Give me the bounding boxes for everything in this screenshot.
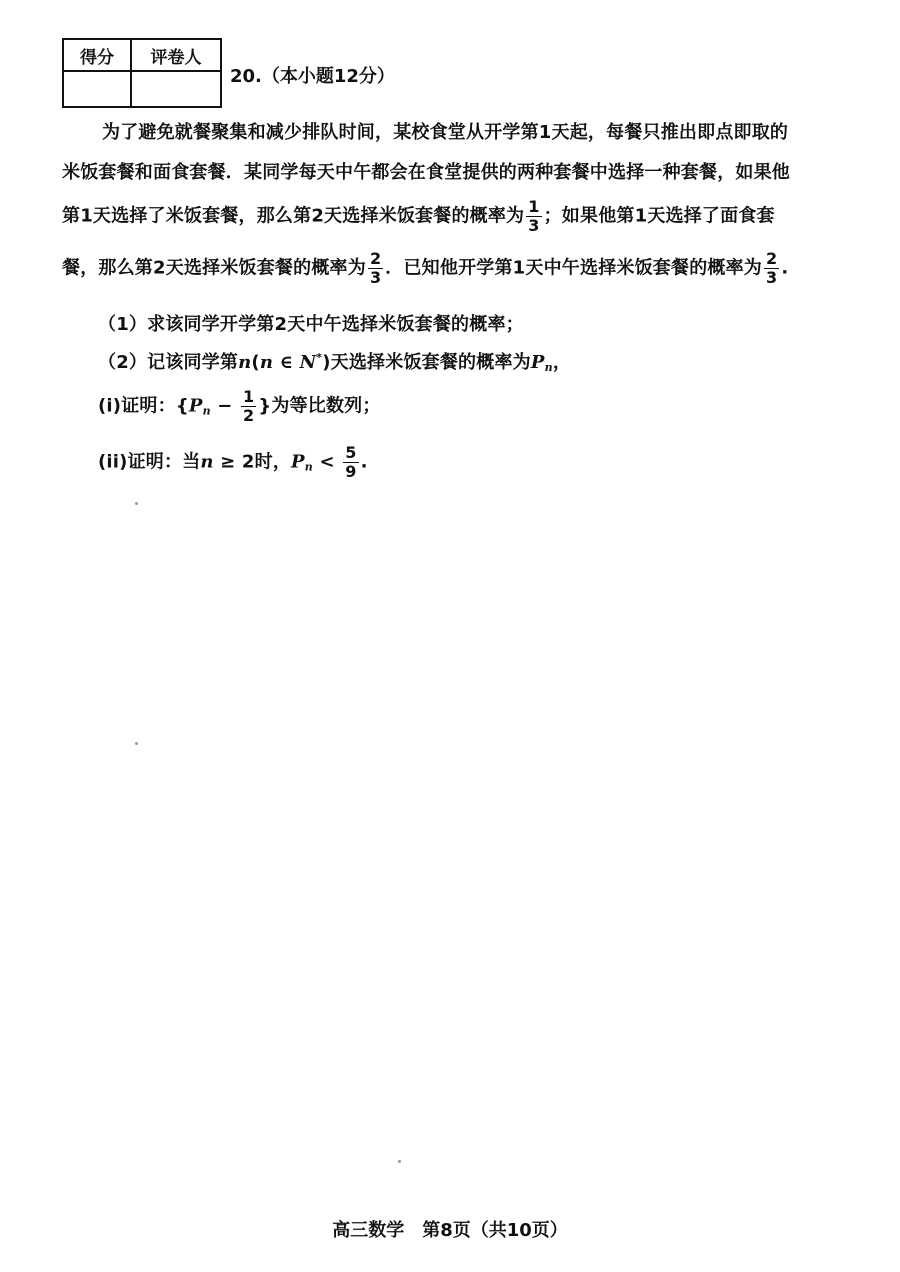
var-P: P — [530, 352, 545, 373]
scan-speck — [135, 502, 138, 505]
paren-close: ) — [322, 352, 331, 373]
intro-line-1: 为了避免就餐聚集和减少排队时间，某校食堂从开学第1天起，每餐只推出即点即取的 — [102, 122, 789, 143]
fraction-denominator: 2 — [243, 406, 255, 425]
var-n: n — [238, 352, 252, 373]
page-footer: 高三数学 第8页（共10页） — [332, 1220, 568, 1241]
score-header: 得分 — [63, 39, 131, 71]
sub-part-i — [98, 388, 381, 425]
intro-line-3-b: ；如果他第1天选择了面食套 — [543, 205, 775, 227]
intro-line-4-a: 餐，那么第2天选择米饭套餐的概率为 — [62, 257, 366, 279]
fraction-one-third — [526, 198, 541, 235]
var-P: P — [188, 395, 203, 417]
var-P: P — [291, 451, 305, 473]
subscript-n: n — [202, 404, 211, 418]
fraction-denominator: 3 — [369, 268, 382, 287]
sub-i-a: (i)证明：{ — [98, 395, 189, 417]
condition-n-in-N: n ∈ N — [259, 352, 317, 373]
period: . — [360, 451, 368, 473]
fraction-numerator: 1 — [243, 387, 255, 406]
paren-open: ( — [251, 352, 260, 373]
score-box — [62, 38, 222, 108]
part-2-b: 天选择米饭套餐的概率为 — [330, 352, 531, 373]
intro-line-4-b: ．已知他开学第1天中午选择米饭套餐的概率为 — [385, 257, 763, 279]
grader-cell — [131, 71, 221, 107]
fraction-numerator: 1 — [528, 197, 540, 216]
sub-i-b: }为等比数列； — [258, 395, 381, 417]
fraction-numerator: 2 — [766, 249, 778, 268]
intro-line-4-c: . — [781, 257, 789, 279]
sub-ii-a: (ii)证明：当 — [98, 451, 201, 473]
fraction-two-thirds-a — [368, 250, 383, 287]
var-n: n — [200, 451, 214, 473]
fraction-denominator: 3 — [528, 216, 540, 235]
subscript-n: n — [304, 460, 313, 474]
fraction-numerator: 5 — [345, 443, 357, 462]
part-1: （1）求该同学开学第2天中午选择米饭套餐的概率； — [98, 314, 524, 335]
intro-line-2: 米饭套餐和面食套餐．某同学每天中午都会在食堂提供的两种套餐中选择一种套餐，如果他 — [62, 162, 790, 183]
score-cell — [63, 71, 131, 107]
fraction-one-half — [241, 388, 256, 425]
sub-part-ii — [98, 444, 368, 481]
subscript-n: n — [544, 361, 553, 374]
fraction-five-ninths — [343, 444, 358, 481]
grader-header: 评卷人 — [131, 39, 221, 71]
fraction-numerator: 2 — [369, 249, 382, 268]
fraction-denominator: 3 — [766, 268, 778, 287]
scan-speck — [135, 742, 138, 745]
superscript-star: * — [316, 351, 323, 364]
intro-line-3-a: 第1天选择了米饭套餐，那么第2天选择米饭套餐的概率为 — [62, 205, 525, 227]
fraction-two-thirds-b — [764, 250, 779, 287]
intro-line-4 — [62, 250, 788, 287]
condition-n-ge-2: ≥ 2时， — [213, 451, 292, 473]
minus-sign: − — [210, 395, 240, 417]
less-than-sign: < — [313, 451, 342, 473]
question-header: 20.（本小题12分） — [230, 66, 395, 87]
scan-speck — [398, 1160, 401, 1163]
part-2-a: （2）记该同学第 — [98, 352, 239, 373]
fraction-denominator: 9 — [345, 462, 357, 481]
intro-line-3 — [62, 198, 775, 235]
part-2 — [98, 348, 571, 374]
part-2-c: ， — [552, 352, 572, 373]
